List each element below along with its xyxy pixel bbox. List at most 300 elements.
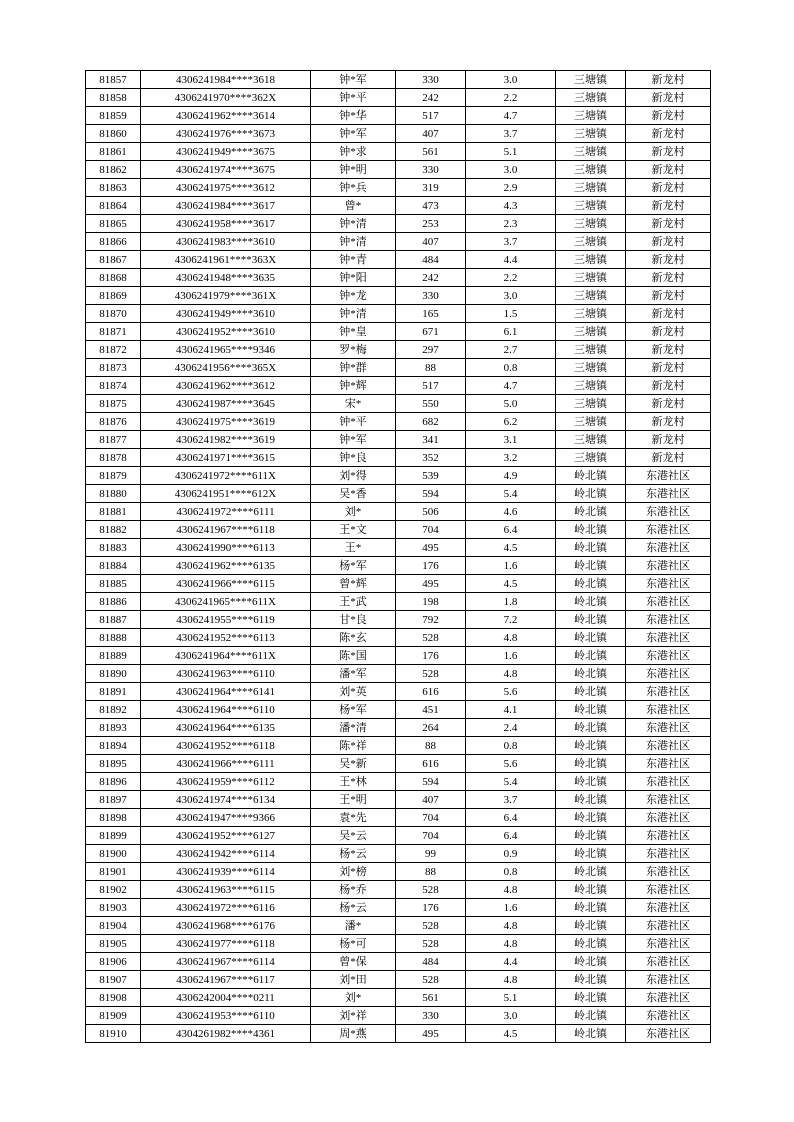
table-row — [86, 197, 711, 215]
cell-name: 宋* — [311, 395, 396, 413]
cell-village: 新龙村 — [626, 89, 711, 107]
cell-amount: 495 — [396, 1025, 466, 1043]
cell-area: 5.4 — [466, 773, 556, 791]
cell-name: 钟*明 — [311, 161, 396, 179]
cell-id_number: 4306241953****6110 — [141, 1007, 311, 1025]
cell-id_number: 4306241979****361X — [141, 287, 311, 305]
cell-village: 东港社区 — [626, 1007, 711, 1025]
cell-id_number: 4306241983****3610 — [141, 233, 311, 251]
cell-town: 岭北镇 — [556, 881, 626, 899]
cell-village: 新龙村 — [626, 323, 711, 341]
cell-village: 新龙村 — [626, 359, 711, 377]
cell-name: 刘* — [311, 989, 396, 1007]
cell-amount: 473 — [396, 197, 466, 215]
cell-name: 钟*兵 — [311, 179, 396, 197]
cell-name: 钟*华 — [311, 107, 396, 125]
data-table — [85, 70, 711, 1043]
cell-seq: 81901 — [86, 863, 141, 881]
cell-town: 三塘镇 — [556, 341, 626, 359]
cell-name: 曾*辉 — [311, 575, 396, 593]
cell-id_number: 4306241947****9366 — [141, 809, 311, 827]
cell-town: 三塘镇 — [556, 449, 626, 467]
cell-village: 东港社区 — [626, 521, 711, 539]
cell-seq: 81858 — [86, 89, 141, 107]
cell-area: 6.1 — [466, 323, 556, 341]
table-row — [86, 485, 711, 503]
cell-town: 岭北镇 — [556, 791, 626, 809]
cell-id_number: 4306241976****3673 — [141, 125, 311, 143]
table-row — [86, 575, 711, 593]
cell-town: 岭北镇 — [556, 737, 626, 755]
cell-town: 岭北镇 — [556, 701, 626, 719]
cell-seq: 81875 — [86, 395, 141, 413]
cell-amount: 88 — [396, 737, 466, 755]
cell-area: 2.7 — [466, 341, 556, 359]
cell-town: 三塘镇 — [556, 197, 626, 215]
table-row — [86, 611, 711, 629]
cell-village: 东港社区 — [626, 665, 711, 683]
cell-town: 三塘镇 — [556, 89, 626, 107]
cell-name: 王*林 — [311, 773, 396, 791]
cell-village: 东港社区 — [626, 971, 711, 989]
cell-area: 4.8 — [466, 917, 556, 935]
cell-area: 0.8 — [466, 737, 556, 755]
table-row — [86, 251, 711, 269]
cell-town: 三塘镇 — [556, 125, 626, 143]
cell-name: 周*燕 — [311, 1025, 396, 1043]
cell-area: 1.6 — [466, 899, 556, 917]
cell-area: 1.6 — [466, 557, 556, 575]
cell-id_number: 4306241958****3617 — [141, 215, 311, 233]
cell-town: 岭北镇 — [556, 899, 626, 917]
cell-amount: 242 — [396, 89, 466, 107]
cell-town: 岭北镇 — [556, 1007, 626, 1025]
cell-name: 钟*良 — [311, 449, 396, 467]
cell-area: 3.7 — [466, 125, 556, 143]
table-row — [86, 395, 711, 413]
cell-seq: 81889 — [86, 647, 141, 665]
cell-village: 东港社区 — [626, 701, 711, 719]
cell-amount: 330 — [396, 1007, 466, 1025]
cell-area: 4.4 — [466, 953, 556, 971]
cell-village: 新龙村 — [626, 341, 711, 359]
cell-area: 7.2 — [466, 611, 556, 629]
cell-seq: 81876 — [86, 413, 141, 431]
cell-village: 东港社区 — [626, 503, 711, 521]
cell-id_number: 4306241966****6111 — [141, 755, 311, 773]
cell-seq: 81904 — [86, 917, 141, 935]
table-row — [86, 503, 711, 521]
cell-amount: 528 — [396, 629, 466, 647]
cell-id_number: 4306241962****3614 — [141, 107, 311, 125]
table-row — [86, 431, 711, 449]
cell-amount: 242 — [396, 269, 466, 287]
table-row — [86, 791, 711, 809]
cell-village: 东港社区 — [626, 791, 711, 809]
cell-village: 新龙村 — [626, 125, 711, 143]
cell-town: 三塘镇 — [556, 413, 626, 431]
table-row — [86, 179, 711, 197]
cell-amount: 517 — [396, 107, 466, 125]
cell-seq: 81873 — [86, 359, 141, 377]
table-row — [86, 143, 711, 161]
cell-id_number: 4306241984****3617 — [141, 197, 311, 215]
cell-village: 新龙村 — [626, 305, 711, 323]
cell-name: 王*文 — [311, 521, 396, 539]
cell-seq: 81907 — [86, 971, 141, 989]
cell-area: 5.6 — [466, 755, 556, 773]
table-row — [86, 359, 711, 377]
cell-village: 东港社区 — [626, 917, 711, 935]
table-row — [86, 539, 711, 557]
cell-area: 0.8 — [466, 863, 556, 881]
cell-name: 曾*保 — [311, 953, 396, 971]
cell-amount: 352 — [396, 449, 466, 467]
cell-village: 新龙村 — [626, 179, 711, 197]
cell-amount: 297 — [396, 341, 466, 359]
cell-seq: 81861 — [86, 143, 141, 161]
table-row — [86, 125, 711, 143]
cell-village: 东港社区 — [626, 809, 711, 827]
cell-area: 1.5 — [466, 305, 556, 323]
cell-village: 东港社区 — [626, 989, 711, 1007]
cell-id_number: 4306241952****6113 — [141, 629, 311, 647]
cell-amount: 99 — [396, 845, 466, 863]
cell-area: 5.4 — [466, 485, 556, 503]
cell-name: 钟*阳 — [311, 269, 396, 287]
cell-id_number: 4306241963****6110 — [141, 665, 311, 683]
cell-id_number: 4306241964****611X — [141, 647, 311, 665]
cell-seq: 81878 — [86, 449, 141, 467]
cell-town: 岭北镇 — [556, 935, 626, 953]
cell-town: 岭北镇 — [556, 1025, 626, 1043]
cell-name: 钟*清 — [311, 233, 396, 251]
cell-name: 钟*群 — [311, 359, 396, 377]
cell-town: 岭北镇 — [556, 809, 626, 827]
cell-area: 4.8 — [466, 935, 556, 953]
cell-town: 岭北镇 — [556, 719, 626, 737]
cell-town: 岭北镇 — [556, 647, 626, 665]
cell-id_number: 4306241961****363X — [141, 251, 311, 269]
cell-seq: 81863 — [86, 179, 141, 197]
cell-id_number: 4306241966****6115 — [141, 575, 311, 593]
cell-amount: 165 — [396, 305, 466, 323]
table-row — [86, 719, 711, 737]
cell-seq: 81871 — [86, 323, 141, 341]
cell-seq: 81894 — [86, 737, 141, 755]
cell-area: 5.1 — [466, 989, 556, 1007]
cell-area: 2.9 — [466, 179, 556, 197]
cell-town: 岭北镇 — [556, 467, 626, 485]
table-row — [86, 629, 711, 647]
table-row — [86, 1007, 711, 1025]
cell-village: 东港社区 — [626, 467, 711, 485]
cell-name: 钟*军 — [311, 431, 396, 449]
cell-name: 陈*玄 — [311, 629, 396, 647]
cell-town: 三塘镇 — [556, 395, 626, 413]
cell-seq: 81881 — [86, 503, 141, 521]
cell-village: 东港社区 — [626, 683, 711, 701]
cell-name: 潘*军 — [311, 665, 396, 683]
cell-seq: 81902 — [86, 881, 141, 899]
cell-seq: 81905 — [86, 935, 141, 953]
cell-town: 三塘镇 — [556, 161, 626, 179]
cell-amount: 528 — [396, 935, 466, 953]
cell-amount: 319 — [396, 179, 466, 197]
cell-id_number: 4306242004****0211 — [141, 989, 311, 1007]
cell-village: 新龙村 — [626, 287, 711, 305]
cell-village: 东港社区 — [626, 593, 711, 611]
cell-id_number: 4306241949****3675 — [141, 143, 311, 161]
cell-village: 东港社区 — [626, 539, 711, 557]
cell-area: 4.9 — [466, 467, 556, 485]
cell-amount: 616 — [396, 755, 466, 773]
cell-town: 岭北镇 — [556, 665, 626, 683]
cell-seq: 81864 — [86, 197, 141, 215]
cell-area: 1.6 — [466, 647, 556, 665]
cell-seq: 81892 — [86, 701, 141, 719]
cell-seq: 81862 — [86, 161, 141, 179]
cell-seq: 81888 — [86, 629, 141, 647]
table-row — [86, 161, 711, 179]
cell-id_number: 4306241967****6114 — [141, 953, 311, 971]
cell-name: 钟*求 — [311, 143, 396, 161]
cell-area: 0.9 — [466, 845, 556, 863]
cell-name: 钟*清 — [311, 305, 396, 323]
cell-area: 3.7 — [466, 233, 556, 251]
cell-town: 岭北镇 — [556, 485, 626, 503]
table-row — [86, 701, 711, 719]
table-row — [86, 233, 711, 251]
cell-id_number: 4306241948****3635 — [141, 269, 311, 287]
cell-id_number: 4306241987****3645 — [141, 395, 311, 413]
cell-id_number: 4306241965****611X — [141, 593, 311, 611]
cell-village: 东港社区 — [626, 773, 711, 791]
cell-seq: 81890 — [86, 665, 141, 683]
cell-village: 新龙村 — [626, 395, 711, 413]
cell-village: 东港社区 — [626, 737, 711, 755]
cell-village: 东港社区 — [626, 845, 711, 863]
cell-area: 3.1 — [466, 431, 556, 449]
cell-id_number: 4306241972****6116 — [141, 899, 311, 917]
cell-seq: 81910 — [86, 1025, 141, 1043]
cell-name: 钟*平 — [311, 413, 396, 431]
cell-seq: 81867 — [86, 251, 141, 269]
cell-id_number: 4306241942****6114 — [141, 845, 311, 863]
cell-amount: 616 — [396, 683, 466, 701]
cell-seq: 81887 — [86, 611, 141, 629]
cell-amount: 506 — [396, 503, 466, 521]
cell-area: 4.5 — [466, 539, 556, 557]
cell-id_number: 4306241963****6115 — [141, 881, 311, 899]
cell-id_number: 4306241956****365X — [141, 359, 311, 377]
cell-area: 3.0 — [466, 1007, 556, 1025]
cell-town: 岭北镇 — [556, 773, 626, 791]
cell-id_number: 4306241984****3618 — [141, 71, 311, 89]
cell-id_number: 4306241939****6114 — [141, 863, 311, 881]
table-row — [86, 809, 711, 827]
cell-name: 刘*田 — [311, 971, 396, 989]
cell-seq: 81874 — [86, 377, 141, 395]
cell-name: 潘* — [311, 917, 396, 935]
cell-amount: 561 — [396, 143, 466, 161]
cell-amount: 176 — [396, 557, 466, 575]
cell-seq: 81877 — [86, 431, 141, 449]
cell-name: 陈*国 — [311, 647, 396, 665]
cell-area: 4.8 — [466, 665, 556, 683]
cell-id_number: 4306241970****362X — [141, 89, 311, 107]
table-row — [86, 71, 711, 89]
cell-village: 新龙村 — [626, 251, 711, 269]
cell-amount: 495 — [396, 539, 466, 557]
cell-amount: 561 — [396, 989, 466, 1007]
cell-village: 东港社区 — [626, 629, 711, 647]
cell-name: 刘* — [311, 503, 396, 521]
cell-id_number: 4306241965****9346 — [141, 341, 311, 359]
cell-id_number: 4306241975****3612 — [141, 179, 311, 197]
cell-amount: 550 — [396, 395, 466, 413]
cell-id_number: 4306241952****6118 — [141, 737, 311, 755]
table-row — [86, 413, 711, 431]
cell-area: 6.2 — [466, 413, 556, 431]
cell-amount: 330 — [396, 161, 466, 179]
cell-seq: 81872 — [86, 341, 141, 359]
cell-name: 刘*英 — [311, 683, 396, 701]
cell-amount: 528 — [396, 881, 466, 899]
cell-seq: 81896 — [86, 773, 141, 791]
table-row — [86, 683, 711, 701]
cell-area: 3.0 — [466, 287, 556, 305]
cell-name: 吴*新 — [311, 755, 396, 773]
cell-name: 钟*皇 — [311, 323, 396, 341]
cell-amount: 264 — [396, 719, 466, 737]
table-row — [86, 269, 711, 287]
cell-name: 杨*可 — [311, 935, 396, 953]
cell-town: 岭北镇 — [556, 845, 626, 863]
cell-id_number: 4306241967****6118 — [141, 521, 311, 539]
cell-area: 4.4 — [466, 251, 556, 269]
cell-id_number: 4306241964****6110 — [141, 701, 311, 719]
cell-amount: 407 — [396, 791, 466, 809]
table-row — [86, 107, 711, 125]
cell-village: 新龙村 — [626, 449, 711, 467]
cell-id_number: 4306241972****611X — [141, 467, 311, 485]
cell-seq: 81869 — [86, 287, 141, 305]
cell-town: 岭北镇 — [556, 971, 626, 989]
cell-town: 岭北镇 — [556, 503, 626, 521]
cell-town: 三塘镇 — [556, 251, 626, 269]
cell-village: 新龙村 — [626, 269, 711, 287]
table-row — [86, 971, 711, 989]
cell-village: 东港社区 — [626, 935, 711, 953]
cell-area: 4.1 — [466, 701, 556, 719]
cell-area: 3.2 — [466, 449, 556, 467]
cell-amount: 330 — [396, 71, 466, 89]
table-container — [85, 70, 710, 1043]
table-row — [86, 305, 711, 323]
cell-name: 钟*龙 — [311, 287, 396, 305]
cell-amount: 495 — [396, 575, 466, 593]
cell-name: 袁*先 — [311, 809, 396, 827]
cell-seq: 81870 — [86, 305, 141, 323]
cell-name: 吴*云 — [311, 827, 396, 845]
cell-village: 东港社区 — [626, 647, 711, 665]
cell-village: 新龙村 — [626, 377, 711, 395]
cell-town: 岭北镇 — [556, 539, 626, 557]
cell-seq: 81908 — [86, 989, 141, 1007]
cell-seq: 81898 — [86, 809, 141, 827]
table-row — [86, 899, 711, 917]
cell-name: 罗*梅 — [311, 341, 396, 359]
cell-area: 5.0 — [466, 395, 556, 413]
cell-amount: 341 — [396, 431, 466, 449]
cell-name: 刘*榜 — [311, 863, 396, 881]
table-row — [86, 827, 711, 845]
cell-amount: 539 — [396, 467, 466, 485]
cell-amount: 451 — [396, 701, 466, 719]
table-row — [86, 467, 711, 485]
cell-area: 2.4 — [466, 719, 556, 737]
cell-amount: 88 — [396, 359, 466, 377]
cell-village: 东港社区 — [626, 485, 711, 503]
cell-amount: 528 — [396, 971, 466, 989]
cell-name: 杨*云 — [311, 899, 396, 917]
cell-village: 新龙村 — [626, 161, 711, 179]
cell-seq: 81882 — [86, 521, 141, 539]
cell-seq: 81893 — [86, 719, 141, 737]
cell-village: 东港社区 — [626, 719, 711, 737]
cell-area: 3.7 — [466, 791, 556, 809]
cell-amount: 594 — [396, 773, 466, 791]
table-row — [86, 755, 711, 773]
cell-name: 刘*祥 — [311, 1007, 396, 1025]
table-row — [86, 665, 711, 683]
cell-area: 5.1 — [466, 143, 556, 161]
cell-area: 4.5 — [466, 575, 556, 593]
cell-town: 岭北镇 — [556, 629, 626, 647]
cell-seq: 81883 — [86, 539, 141, 557]
cell-id_number: 4306241952****6127 — [141, 827, 311, 845]
cell-area: 4.8 — [466, 629, 556, 647]
cell-village: 新龙村 — [626, 197, 711, 215]
cell-amount: 88 — [396, 863, 466, 881]
cell-town: 岭北镇 — [556, 521, 626, 539]
cell-town: 三塘镇 — [556, 359, 626, 377]
cell-seq: 81891 — [86, 683, 141, 701]
cell-name: 钟*军 — [311, 71, 396, 89]
cell-area: 4.3 — [466, 197, 556, 215]
cell-name: 王*明 — [311, 791, 396, 809]
cell-village: 东港社区 — [626, 1025, 711, 1043]
cell-area: 6.4 — [466, 827, 556, 845]
cell-seq: 81860 — [86, 125, 141, 143]
cell-village: 新龙村 — [626, 143, 711, 161]
cell-area: 4.8 — [466, 971, 556, 989]
cell-town: 岭北镇 — [556, 755, 626, 773]
cell-village: 东港社区 — [626, 827, 711, 845]
cell-name: 钟*青 — [311, 251, 396, 269]
cell-town: 岭北镇 — [556, 575, 626, 593]
cell-area: 5.6 — [466, 683, 556, 701]
cell-name: 陈*祥 — [311, 737, 396, 755]
cell-amount: 484 — [396, 251, 466, 269]
cell-id_number: 4306241962****3612 — [141, 377, 311, 395]
cell-amount: 253 — [396, 215, 466, 233]
cell-town: 三塘镇 — [556, 377, 626, 395]
cell-amount: 176 — [396, 647, 466, 665]
cell-seq: 81886 — [86, 593, 141, 611]
cell-name: 杨*乔 — [311, 881, 396, 899]
